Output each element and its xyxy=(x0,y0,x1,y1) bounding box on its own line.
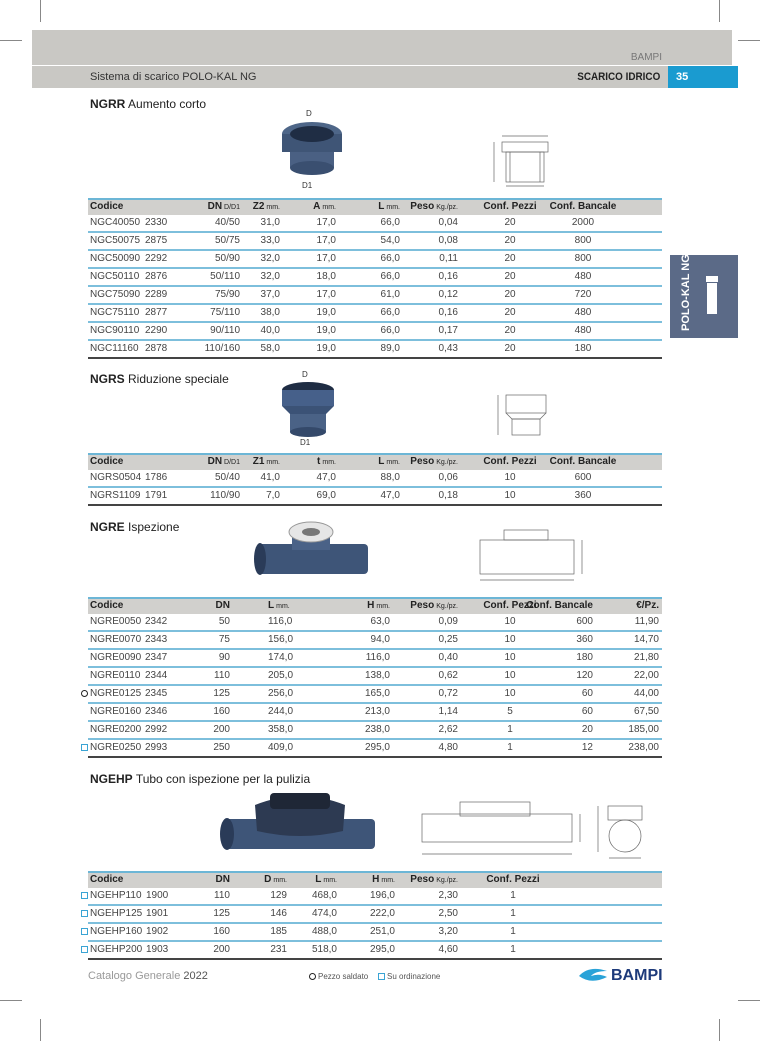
table-cell: 156,0 xyxy=(268,634,294,645)
table-cell: 50 xyxy=(218,616,230,627)
table-row xyxy=(88,740,662,758)
table-cell: 1786 xyxy=(145,472,168,483)
square-icon xyxy=(81,910,88,917)
table-row xyxy=(88,305,662,323)
ngre-technical-drawing xyxy=(470,522,590,587)
table-row xyxy=(88,341,662,359)
product-code: NGRE0125 xyxy=(90,688,142,699)
table-row xyxy=(88,287,662,305)
side-tab-label: POLO-KAL NG xyxy=(680,254,692,331)
table-cell: 10 xyxy=(504,490,516,501)
ngehp-side-drawing xyxy=(592,798,662,864)
column-header: Conf. Pezzi xyxy=(483,201,537,212)
side-tab xyxy=(670,255,738,338)
table-cell: 0,16 xyxy=(438,271,458,282)
table-row xyxy=(88,470,662,488)
ngrs-table xyxy=(88,453,662,506)
table-cell: 4,80 xyxy=(438,742,458,753)
table-cell: 0,40 xyxy=(438,652,458,663)
table-cell: 1 xyxy=(507,742,513,753)
table-cell: 54,0 xyxy=(380,235,400,246)
table-cell: 2,50 xyxy=(438,908,458,919)
product-code: NGRE0070 xyxy=(90,634,142,645)
table-cell: 120 xyxy=(576,670,593,681)
table-row xyxy=(88,488,662,506)
circle-icon xyxy=(309,973,316,980)
table-cell: 20 xyxy=(504,217,516,228)
table-cell: 1791 xyxy=(145,490,168,501)
table-cell: 61,0 xyxy=(380,289,400,300)
column-header: t mm. xyxy=(317,456,336,467)
table-cell: 1 xyxy=(507,724,513,735)
table-cell: 295,0 xyxy=(364,742,390,753)
table-cell: 160 xyxy=(213,926,230,937)
column-header: Z2 mm. xyxy=(252,201,280,212)
table-cell: 1 xyxy=(510,926,516,937)
table-cell: 2000 xyxy=(571,217,595,228)
table-cell: 32,0 xyxy=(260,271,280,282)
product-code: NGRE0050 xyxy=(90,616,142,627)
table-cell: 89,0 xyxy=(380,343,400,354)
product-title-ngrr: NGRR Aumento corto xyxy=(90,97,207,111)
table-cell: 20 xyxy=(504,307,516,318)
table-cell: 125 xyxy=(213,688,230,699)
circle-icon xyxy=(81,690,88,697)
header-subtitle: Sistema di scarico POLO-KAL NG xyxy=(90,71,257,83)
table-cell: 160 xyxy=(213,706,230,717)
table-cell: 0,08 xyxy=(438,235,458,246)
table-cell: 3,20 xyxy=(438,926,458,937)
column-header: Conf. Bancale xyxy=(526,600,593,611)
table-cell: 196,0 xyxy=(369,890,395,901)
column-header: D mm. xyxy=(264,874,287,885)
table-cell: 20 xyxy=(504,325,516,336)
diagram-label: D1 xyxy=(302,181,313,190)
table-cell: 174,0 xyxy=(268,652,294,663)
table-cell: 2,62 xyxy=(438,724,458,735)
table-cell: 10 xyxy=(504,688,516,699)
column-header: Codice xyxy=(90,874,124,885)
table-cell: 1902 xyxy=(146,926,169,937)
table-cell: 31,0 xyxy=(260,217,280,228)
table-cell: 5 xyxy=(507,706,513,717)
table-cell: 110/160 xyxy=(204,343,240,354)
column-header: L mm. xyxy=(315,874,337,885)
column-header: Conf. Pezzi xyxy=(486,874,540,885)
table-cell: 256,0 xyxy=(268,688,294,699)
table-cell: 4,60 xyxy=(438,944,458,955)
table-cell: 185 xyxy=(270,926,287,937)
table-header xyxy=(88,871,662,888)
square-icon xyxy=(378,973,385,980)
table-cell: 213,0 xyxy=(364,706,390,717)
table-cell: 480 xyxy=(574,307,592,318)
column-header: Peso Kg./pz. xyxy=(410,201,458,212)
table-cell: 488,0 xyxy=(311,926,337,937)
table-cell: 0,16 xyxy=(438,307,458,318)
square-icon xyxy=(81,928,88,935)
table-row xyxy=(88,251,662,269)
legend-welded: Pezzo saldato xyxy=(318,972,368,981)
ngehp-technical-drawing xyxy=(410,790,590,860)
table-cell: 474,0 xyxy=(311,908,337,919)
column-header: L mm. xyxy=(378,456,400,467)
table-cell: 69,0 xyxy=(316,490,336,501)
product-code: NGRE0200 xyxy=(90,724,142,735)
column-header: DN xyxy=(215,874,230,885)
table-cell: 2289 xyxy=(145,289,168,300)
column-header: Conf. Pezzi xyxy=(483,600,537,611)
column-header: €/Pz. xyxy=(636,600,659,611)
product-code: NGC50090 xyxy=(90,253,141,264)
table-cell: 44,00 xyxy=(633,688,659,699)
table-cell: 21,80 xyxy=(633,652,659,663)
table-cell: 146 xyxy=(270,908,287,919)
table-cell: 20 xyxy=(504,289,516,300)
table-cell: 50/90 xyxy=(214,253,240,264)
table-cell: 20 xyxy=(504,343,516,354)
svg-text:BAMPI: BAMPI xyxy=(611,967,663,984)
table-cell: 200 xyxy=(213,944,230,955)
table-row xyxy=(88,704,662,722)
product-title-ngehp: NGEHP Tubo con ispezione per la pulizia xyxy=(90,772,311,786)
table-cell: 116,0 xyxy=(268,616,293,627)
table-row xyxy=(88,906,662,924)
table-cell: 0,72 xyxy=(438,688,458,699)
column-header: Peso Kg./pz. xyxy=(410,456,458,467)
table-cell: 180 xyxy=(574,343,592,354)
table-cell: 41,0 xyxy=(260,472,280,483)
table-cell: 180 xyxy=(576,652,593,663)
table-cell: 50/110 xyxy=(210,271,240,282)
table-cell: 19,0 xyxy=(316,325,336,336)
table-row xyxy=(88,668,662,686)
table-cell: 360 xyxy=(576,634,593,645)
ngrr-product-image xyxy=(280,120,344,180)
bampi-logo xyxy=(577,963,663,990)
column-header: H mm. xyxy=(372,874,395,885)
table-row xyxy=(88,924,662,942)
table-cell: 2875 xyxy=(145,235,168,246)
table-row xyxy=(88,686,662,704)
ngrr-table xyxy=(88,198,662,359)
column-header: DN xyxy=(215,600,230,611)
table-cell: 66,0 xyxy=(380,271,400,282)
table-cell: 0,62 xyxy=(438,670,458,681)
column-header: Conf. Bancale xyxy=(549,201,617,212)
table-cell: 2,30 xyxy=(438,890,458,901)
table-row xyxy=(88,722,662,740)
table-cell: 468,0 xyxy=(311,890,337,901)
table-cell: 360 xyxy=(574,490,592,501)
table-cell: 251,0 xyxy=(369,926,395,937)
table-cell: 244,0 xyxy=(268,706,294,717)
table-cell: 32,0 xyxy=(260,253,280,264)
legend-on-order: Su ordinazione xyxy=(387,972,440,981)
table-row xyxy=(88,233,662,251)
table-cell: 0,43 xyxy=(438,343,458,354)
table-cell: 66,0 xyxy=(380,217,400,228)
table-cell: 0,11 xyxy=(439,253,458,264)
table-cell: 2347 xyxy=(145,652,168,663)
ngrr-technical-drawing xyxy=(480,130,560,190)
table-row xyxy=(88,650,662,668)
table-cell: 125 xyxy=(213,908,230,919)
column-header: Codice xyxy=(90,600,124,611)
product-code: NGC75110 xyxy=(90,307,140,318)
product-code: NGC50075 xyxy=(90,235,141,246)
product-code: NGRE0160 xyxy=(90,706,142,717)
product-code: NGRE0110 xyxy=(90,670,141,681)
table-cell: 10 xyxy=(504,472,516,483)
table-cell: 0,25 xyxy=(438,634,458,645)
table-cell: 0,18 xyxy=(438,490,458,501)
table-cell: 0,06 xyxy=(438,472,458,483)
table-cell: 2993 xyxy=(145,742,168,753)
table-cell: 10 xyxy=(504,634,516,645)
table-cell: 165,0 xyxy=(364,688,390,699)
table-cell: 0,17 xyxy=(438,325,458,336)
table-cell: 200 xyxy=(213,724,230,735)
square-icon xyxy=(81,744,88,751)
table-cell: 75 xyxy=(218,634,230,645)
column-header: Codice xyxy=(90,201,124,212)
table-cell: 480 xyxy=(574,271,592,282)
table-cell: 47,0 xyxy=(316,472,336,483)
table-cell: 600 xyxy=(574,472,592,483)
table-cell: 60 xyxy=(581,688,593,699)
diagram-label: D1 xyxy=(300,438,311,447)
table-cell: 66,0 xyxy=(380,307,400,318)
table-cell: 1903 xyxy=(146,944,169,955)
column-header: DN D/D1 xyxy=(207,201,240,212)
table-row xyxy=(88,215,662,233)
table-cell: 800 xyxy=(574,253,592,264)
table-cell: 66,0 xyxy=(380,325,400,336)
table-cell: 75/90 xyxy=(214,289,240,300)
table-cell: 2342 xyxy=(145,616,168,627)
product-code: NGEHP160 xyxy=(90,926,143,937)
table-cell: 50/75 xyxy=(214,235,240,246)
table-cell: 185,00 xyxy=(628,724,659,735)
table-cell: 20 xyxy=(504,235,516,246)
table-cell: 66,0 xyxy=(380,253,400,264)
table-cell: 12 xyxy=(581,742,593,753)
diagram-label: D xyxy=(306,109,312,118)
column-header: L mm. xyxy=(378,201,400,212)
table-cell: 40/50 xyxy=(214,217,240,228)
table-cell: 10 xyxy=(504,652,516,663)
table-cell: 90/110 xyxy=(210,325,240,336)
product-code: NGRE0250 xyxy=(90,742,142,753)
product-code: NGC90110 xyxy=(90,325,140,336)
table-cell: 90 xyxy=(218,652,230,663)
table-cell: 38,0 xyxy=(260,307,280,318)
table-cell: 0,04 xyxy=(438,217,458,228)
table-row xyxy=(88,269,662,287)
table-cell: 110 xyxy=(214,670,230,681)
table-row xyxy=(88,942,662,960)
table-cell: 20 xyxy=(504,271,516,282)
table-cell: 18,0 xyxy=(316,271,336,282)
ngehp-table xyxy=(88,871,662,960)
table-cell: 2345 xyxy=(145,688,168,699)
ngehp-product-image xyxy=(215,785,385,857)
table-header xyxy=(88,597,662,614)
table-cell: 2878 xyxy=(145,343,168,354)
table-cell: 116,0 xyxy=(365,652,390,663)
table-cell: 17,0 xyxy=(316,235,336,246)
table-cell: 94,0 xyxy=(370,634,390,645)
ngre-product-image xyxy=(250,520,380,585)
table-cell: 2344 xyxy=(145,670,168,681)
table-cell: 518,0 xyxy=(311,944,337,955)
header-section: SCARICO IDRICO xyxy=(576,71,660,83)
column-header: Z1 mm. xyxy=(252,456,280,467)
page-header xyxy=(32,30,732,88)
table-cell: 19,0 xyxy=(316,307,336,318)
table-cell: 63,0 xyxy=(370,616,390,627)
product-title-ngre: NGRE Ispezione xyxy=(90,520,180,534)
column-header: Peso Kg./pz. xyxy=(410,874,458,885)
table-cell: 800 xyxy=(574,235,592,246)
table-cell: 358,0 xyxy=(268,724,294,735)
table-cell: 40,0 xyxy=(260,325,280,336)
table-cell: 409,0 xyxy=(268,742,294,753)
table-cell: 58,0 xyxy=(260,343,280,354)
table-cell: 10 xyxy=(504,670,516,681)
table-cell: 37,0 xyxy=(260,289,280,300)
column-header: Codice xyxy=(90,456,124,467)
table-cell: 2290 xyxy=(145,325,168,336)
column-header: Conf. Pezzi xyxy=(483,456,537,467)
table-cell: 0,09 xyxy=(438,616,458,627)
table-header xyxy=(88,453,662,470)
product-code: NGC75090 xyxy=(90,289,141,300)
table-cell: 1 xyxy=(510,944,516,955)
table-cell: 33,0 xyxy=(260,235,280,246)
table-cell: 1 xyxy=(510,908,516,919)
square-icon xyxy=(81,946,88,953)
column-header: DN D/D1 xyxy=(207,456,240,467)
table-cell: 1 xyxy=(510,890,516,901)
pipe-icon xyxy=(707,276,717,314)
table-cell: 250 xyxy=(213,742,230,753)
table-row xyxy=(88,632,662,650)
ngrs-technical-drawing xyxy=(490,385,560,443)
product-code: NGRS1109 xyxy=(90,490,141,501)
table-cell: 1,14 xyxy=(438,706,458,717)
table-cell: 0,12 xyxy=(438,289,458,300)
product-code: NGC11160 xyxy=(90,343,139,354)
table-cell: 2877 xyxy=(145,307,168,318)
page-number: 35 xyxy=(668,66,738,88)
square-icon xyxy=(81,892,88,899)
product-code: NGRE0090 xyxy=(90,652,142,663)
product-title-ngrs: NGRS Riduzione speciale xyxy=(90,372,229,386)
product-code: NGRS0504 xyxy=(90,472,142,483)
column-header: A mm. xyxy=(313,201,336,212)
table-cell: 295,0 xyxy=(369,944,395,955)
table-cell: 2876 xyxy=(145,271,168,282)
table-cell: 17,0 xyxy=(316,253,336,264)
ngre-table xyxy=(88,597,662,758)
table-cell: 2346 xyxy=(145,706,168,717)
table-cell: 22,00 xyxy=(633,670,659,681)
table-cell: 222,0 xyxy=(369,908,395,919)
table-cell: 2992 xyxy=(145,724,168,735)
table-cell: 110 xyxy=(214,890,230,901)
table-cell: 205,0 xyxy=(268,670,294,681)
table-cell: 17,0 xyxy=(316,217,336,228)
table-cell: 1901 xyxy=(146,908,169,919)
table-cell: 110/90 xyxy=(210,490,240,501)
table-row xyxy=(88,614,662,632)
product-code: NGC40050 xyxy=(90,217,141,228)
table-cell: 11,90 xyxy=(634,616,659,627)
product-code: NGEHP200 xyxy=(90,944,143,955)
table-cell: 600 xyxy=(576,616,593,627)
diagram-label: D xyxy=(302,370,308,379)
product-code: NGEHP125 xyxy=(90,908,143,919)
table-cell: 1900 xyxy=(146,890,169,901)
column-header: Conf. Bancale xyxy=(549,456,617,467)
table-cell: 50/40 xyxy=(214,472,240,483)
product-code: NGEHP110 xyxy=(90,890,142,901)
product-code: NGC50110 xyxy=(90,271,140,282)
table-cell: 2292 xyxy=(145,253,168,264)
table-cell: 2343 xyxy=(145,634,168,645)
table-cell: 720 xyxy=(574,289,592,300)
table-cell: 480 xyxy=(574,325,592,336)
table-cell: 14,70 xyxy=(633,634,659,645)
table-cell: 17,0 xyxy=(316,289,336,300)
table-row xyxy=(88,323,662,341)
table-cell: 7,0 xyxy=(266,490,280,501)
footer-catalog: Catalogo Generale 2022 xyxy=(88,970,208,982)
table-cell: 2330 xyxy=(145,217,168,228)
table-cell: 129 xyxy=(270,890,287,901)
table-row xyxy=(88,888,662,906)
table-cell: 47,0 xyxy=(380,490,400,501)
table-cell: 138,0 xyxy=(364,670,390,681)
table-cell: 75/110 xyxy=(210,307,240,318)
table-cell: 88,0 xyxy=(380,472,400,483)
table-cell: 231 xyxy=(270,944,287,955)
column-header: L mm. xyxy=(268,600,290,611)
table-cell: 67,50 xyxy=(633,706,659,717)
table-cell: 20 xyxy=(581,724,593,735)
table-cell: 238,00 xyxy=(628,742,659,753)
column-header: Peso Kg./pz. xyxy=(410,600,458,611)
table-cell: 238,0 xyxy=(364,724,390,735)
table-cell: 10 xyxy=(504,616,516,627)
header-brand: BAMPI xyxy=(630,52,662,63)
table-cell: 60 xyxy=(581,706,593,717)
column-header: H mm. xyxy=(367,600,390,611)
table-cell: 20 xyxy=(504,253,516,264)
table-header xyxy=(88,198,662,215)
ngrs-product-image xyxy=(276,380,340,438)
table-cell: 19,0 xyxy=(316,343,336,354)
